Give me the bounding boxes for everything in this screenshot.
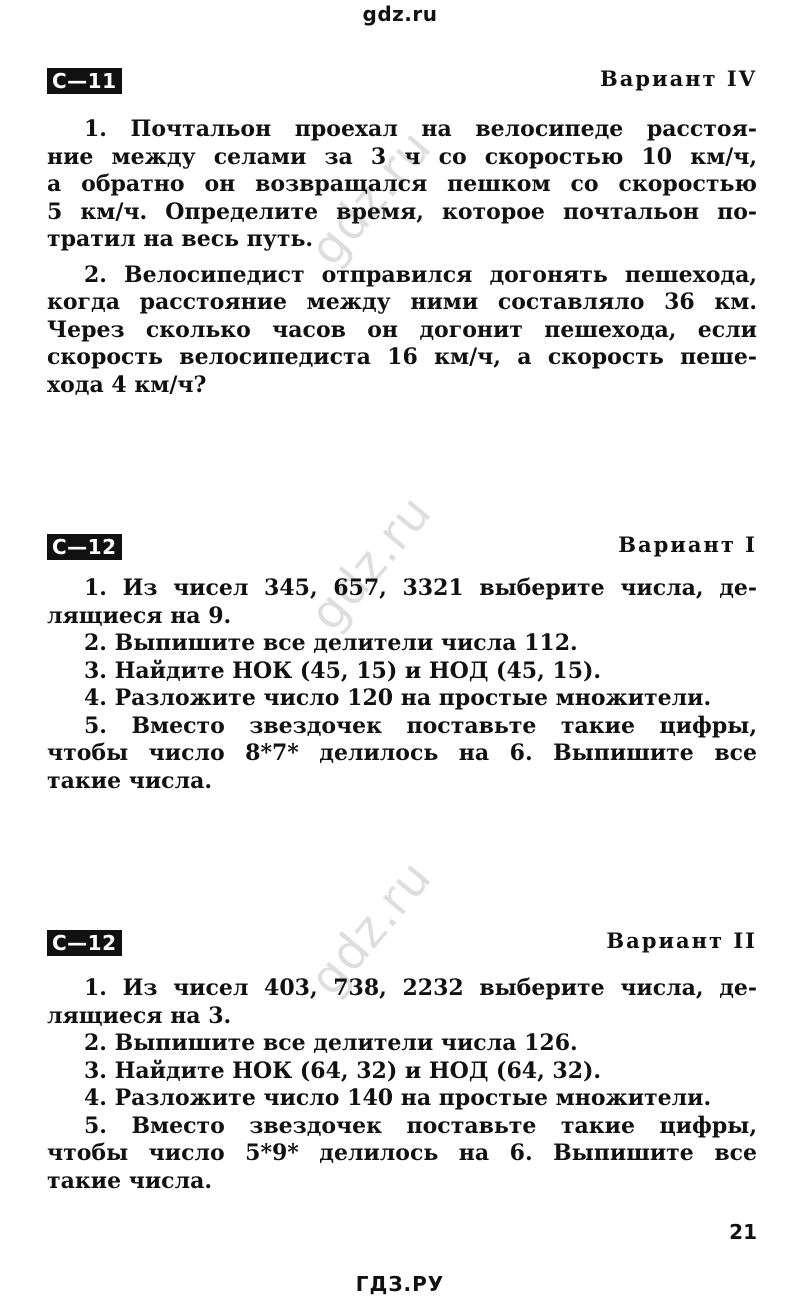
problem-2: 2. Выпишите все делители числа 112. [84, 630, 578, 656]
page-number: 21 [729, 1220, 757, 1244]
site-header-watermark: gdz.ru [362, 2, 438, 26]
variant-label: Вариант IV [599, 66, 757, 91]
section-c12-variant-2 [47, 928, 757, 1195]
watermark-3: gdz.ru [298, 849, 443, 1007]
section-badge: С—12 [47, 930, 122, 956]
site-footer-watermark: ГДЗ.РУ [355, 1272, 445, 1296]
section-header [47, 532, 757, 568]
variant-label: Вариант II [606, 928, 757, 953]
section-c12-variant-1 [47, 532, 757, 795]
problem-3: 3. Найдите НОК (45, 15) и НОД (45, 15). [84, 657, 602, 684]
watermark-1: gdz.ru [298, 119, 443, 277]
problem-4: 4. Разложите число 120 на простые множители. [84, 685, 712, 711]
watermark-2: gdz.ru [298, 484, 443, 642]
section-header [47, 66, 757, 102]
variant-label: Вариант I [618, 532, 757, 557]
problem-5: 5. Вместо звездочек поставьте такие цифры, чтобы число 5*9* делилось на 6. Выпишите все такие числа. [47, 1112, 757, 1194]
section-badge: С—12 [47, 534, 122, 560]
problem-1: 1. Из чисел 403, 738, 2232 выберите числа, де- лящиеся на 3. [47, 975, 757, 1029]
problem-4: 4. Разложите число 140 на простые множители. [84, 1085, 712, 1111]
problem-2: 2. Выпишите все делители числа 126. [84, 1030, 578, 1056]
section-badge: С—11 [47, 68, 122, 94]
problem-1: 1. Почтальон проехал на велосипеде расстоя- ние между селами за 3 ч со скоростью 10 км/ч, а обратно он возвращался пешком со скоростью 5 км/ч. Определите время, которое почтальон по- тратил на весь путь. [47, 116, 757, 252]
problem-3: 3. Найдите НОК (64, 32) и НОД (64, 32). [84, 1057, 602, 1084]
section-c11-variant-4 [47, 66, 757, 399]
problem-2: 2. Велосипедист отправился догонять пешехода, когда расстояние между ними составляло 36 км. Через сколько часов он догонит пешехода, если скорость велосипедиста 16 км/ч, а скорость пеше- хода 4 км/ч? [47, 261, 757, 398]
problem-1: 1. Из чисел 345, 657, 3321 выберите числа, де- лящиеся на 9. [47, 575, 757, 629]
problem-5: 5. Вместо звездочек поставьте такие цифры, чтобы число 8*7* делилось на 6. Выпишите все такие числа. [47, 712, 757, 794]
section-header [47, 928, 757, 964]
